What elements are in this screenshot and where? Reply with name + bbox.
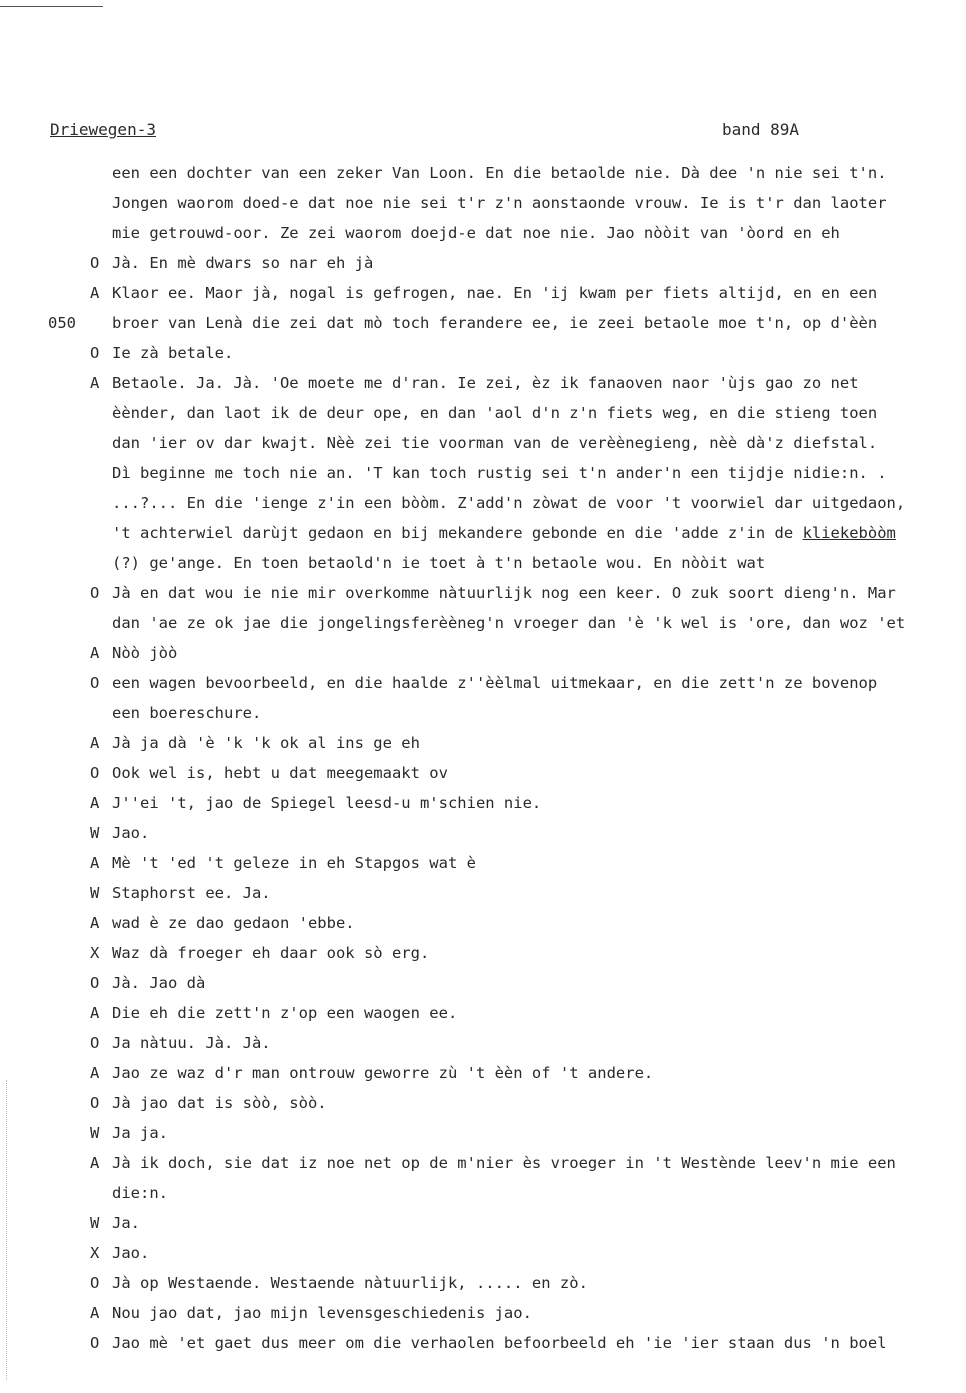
utterance-text-main: Betaole. Ja. Jà. 'Oe moete me d'ran. Ie zei, èz ik fanaoven naor 'ùjs gao zo net (112, 374, 859, 392)
transcript-line (0, 518, 966, 548)
transcript-line (0, 1298, 966, 1328)
utterance-text (112, 218, 840, 248)
transcript-line (0, 218, 966, 248)
transcript-line (0, 788, 966, 818)
utterance-text-main: dan 'ae ze ok jae die jongelingsferèèneg'n vroeger dan 'è 'k wel is 'ore, dan woz 'et (112, 614, 906, 632)
speaker-code: O (90, 1274, 100, 1292)
utterance-text-main: (?) ge'ange. En toen betaold'n ie toet à t'n betaole wou. En nòòit wat (112, 554, 766, 572)
transcript-line (0, 188, 966, 218)
utterance-text (112, 998, 457, 1028)
utterance-text-main: Jao. (112, 824, 150, 842)
utterance-text-main: Mè 't 'ed 't geleze in eh Stapgos wat è (112, 854, 476, 872)
document-id: Driewegen-3 (50, 120, 156, 139)
transcript-line (0, 428, 966, 458)
speaker-code: O (90, 584, 100, 602)
utterance-text (112, 608, 905, 638)
transcript-line (0, 728, 966, 758)
transcript-line (0, 848, 966, 878)
utterance-text (112, 1328, 887, 1358)
utterance-text (112, 398, 877, 428)
utterance-text (112, 968, 205, 998)
utterance-text-main: Jao. (112, 1244, 150, 1262)
utterance-text-main: Jà ja dà 'è 'k 'k ok al ins ge eh (112, 734, 420, 752)
speaker-code: A (90, 374, 100, 392)
utterance-text-main: Staphorst ee. Ja. (112, 884, 271, 902)
utterance-text (112, 1058, 653, 1088)
transcript-line (0, 368, 966, 398)
transcript-line (0, 1088, 966, 1118)
utterance-text-main: mie getrouwd-oor. Ze zei waorom doejd-e dat noe nie. Jao nòòit van 'òord en eh (112, 224, 840, 242)
transcript-line (0, 1328, 966, 1358)
transcript-line (0, 1028, 966, 1058)
utterance-text (112, 518, 896, 548)
speaker-code: A (90, 794, 100, 812)
utterance-text-main: Dì beginne me toch nie an. 'T kan toch rustig sei t'n ander'n een tijdje nidie:n. . (112, 464, 887, 482)
speaker-code: A (90, 284, 100, 302)
utterance-text (112, 638, 177, 668)
speaker-code: W (90, 1124, 100, 1142)
utterance-text (112, 878, 271, 908)
utterance-text (112, 728, 420, 758)
utterance-text-main: èènder, dan laot ik de deur ope, en dan 'aol d'n z'n fiets weg, en die stieng toen (112, 404, 878, 422)
transcript-line (0, 1148, 966, 1178)
transcript-line (0, 818, 966, 848)
utterance-text (112, 578, 896, 608)
utterance-text (112, 938, 429, 968)
utterance-text-main: een een dochter van een zeker Van Loon. En die betaolde nie. Dà dee 'n nie sei t'n. (112, 164, 887, 182)
transcript-line (0, 878, 966, 908)
speaker-code: A (90, 1154, 100, 1172)
utterance-text-main: wad è ze dao gedaon 'ebbe. (112, 914, 355, 932)
speaker-code: A (90, 734, 100, 752)
utterance-text-main: Jà. Jao dà (112, 974, 206, 992)
utterance-text (112, 488, 905, 518)
utterance-text-main: Ja nàtuu. Jà. Jà. (112, 1034, 271, 1052)
speaker-code: A (90, 854, 100, 872)
utterance-text-main: Ja. (112, 1214, 140, 1232)
transcript-line (0, 968, 966, 998)
transcript-line (0, 488, 966, 518)
transcript-line (0, 158, 966, 188)
speaker-code: O (90, 674, 100, 692)
utterance-text (112, 1208, 140, 1238)
margin-marks (6, 1080, 9, 1380)
speaker-code: W (90, 824, 100, 842)
transcript-line (0, 398, 966, 428)
transcript-line (0, 1238, 966, 1268)
utterance-text (112, 818, 149, 848)
speaker-code: X (90, 1244, 100, 1262)
speaker-code: A (90, 914, 100, 932)
utterance-text (112, 368, 859, 398)
utterance-text (112, 698, 261, 728)
transcript-line (0, 1178, 966, 1208)
underlined-word: kliekebòòm (802, 524, 896, 542)
utterance-text (112, 1088, 327, 1118)
top-rule (0, 6, 103, 7)
utterance-text-main: Ie zà betale. (112, 344, 234, 362)
utterance-text-main: een wagen bevoorbeeld, en die haalde z''èèlmal uitmekaar, en die zett'n ze bovenop (112, 674, 878, 692)
transcript-line (0, 698, 966, 728)
transcript-line (0, 938, 966, 968)
speaker-code: A (90, 1304, 100, 1322)
utterance-text-main: Jao mè 'et gaet dus meer om die verhaolen befoorbeeld eh 'ie 'ier staan dus 'n boel (112, 1334, 887, 1352)
transcript (0, 158, 966, 1358)
speaker-code: A (90, 1064, 100, 1082)
utterance-text (112, 908, 355, 938)
utterance-text-main: Jao ze waz d'r man ontrouw geworre zù 't èèn of 't andere. (112, 1064, 654, 1082)
transcript-line (0, 248, 966, 278)
utterance-text-main: Jà. En mè dwars so nar eh jà (112, 254, 374, 272)
transcript-line (0, 308, 966, 338)
utterance-text-main: Ja ja. (112, 1124, 168, 1142)
utterance-text-main: Jà op Westaende. Westaende nàtuurlijk, ..... en zò. (112, 1274, 588, 1292)
transcript-line (0, 998, 966, 1028)
transcript-line (0, 608, 966, 638)
speaker-code: O (90, 974, 100, 992)
speaker-code: W (90, 884, 100, 902)
utterance-text (112, 1148, 896, 1178)
utterance-text (112, 308, 877, 338)
utterance-text (112, 548, 765, 578)
transcript-line (0, 338, 966, 368)
utterance-text-main: die:n. (112, 1184, 168, 1202)
utterance-text-main: een boereschure. (112, 704, 262, 722)
transcript-line (0, 1268, 966, 1298)
utterance-text (112, 338, 233, 368)
utterance-text-main: Nòò jòò (112, 644, 178, 662)
utterance-text (112, 1298, 532, 1328)
utterance-text (112, 668, 877, 698)
transcript-line (0, 758, 966, 788)
speaker-code: O (90, 764, 100, 782)
utterance-text-main: Jà jao dat is sòò, sòò. (112, 1094, 327, 1112)
utterance-text-main: Jongen waorom doed-e dat noe nie sei t'r z'n aonstaonde vrouw. Ie is t'r dan laoter (112, 194, 887, 212)
utterance-text (112, 1118, 168, 1148)
speaker-code: O (90, 1094, 100, 1112)
speaker-code: O (90, 1334, 100, 1352)
utterance-text-main: Klaor ee. Maor jà, nogal is gefrogen, nae. En 'ij kwam per fiets altijd, en en een (112, 284, 878, 302)
utterance-text (112, 848, 476, 878)
utterance-text (112, 1178, 168, 1208)
utterance-text-main: Die eh die zett'n z'op een waogen ee. (112, 1004, 458, 1022)
utterance-text (112, 158, 887, 188)
band-label: band 89A (722, 120, 800, 139)
speaker-code: A (90, 644, 100, 662)
speaker-code: W (90, 1214, 100, 1232)
utterance-text-main: broer van Lenà die zei dat mò toch ferandere ee, ie zeei betaole moe t'n, op d'èèn (112, 314, 878, 332)
utterance-text (112, 1238, 149, 1268)
transcript-line (0, 548, 966, 578)
utterance-text-main: J''ei 't, jao de Spiegel leesd-u m'schien nie. (112, 794, 542, 812)
speaker-code: O (90, 254, 100, 272)
utterance-text (112, 248, 373, 278)
utterance-text-main: 't achterwiel darùjt gedaon en bij mekandere gebonde en die 'adde z'in de (112, 524, 803, 542)
speaker-code: X (90, 944, 100, 962)
page-header (50, 120, 816, 144)
transcript-line (0, 1058, 966, 1088)
utterance-text-main: Ook wel is, hebt u dat meegemaakt ov (112, 764, 448, 782)
utterance-text (112, 428, 877, 458)
utterance-text (112, 188, 887, 218)
utterance-text-main: Jà ik doch, sie dat iz noe net op de m'nier ès vroeger in 't Westènde leev'n mie een (112, 1154, 896, 1172)
utterance-text (112, 278, 877, 308)
transcript-line (0, 668, 966, 698)
utterance-text (112, 758, 448, 788)
transcript-line (0, 1208, 966, 1238)
utterance-text-main: Waz dà froeger eh daar ook sò erg. (112, 944, 430, 962)
transcript-line (0, 278, 966, 308)
utterance-text-main: Nou jao dat, jao mijn levensgeschiedenis jao. (112, 1304, 532, 1322)
transcript-line (0, 458, 966, 488)
utterance-text (112, 458, 887, 488)
utterance-text-main: ...?... En die 'ienge z'in een bòòm. Z'add'n zòwat de voor 't voorwiel dar uitgedaon, (112, 494, 906, 512)
utterance-text-main: Jà en dat wou ie nie mir overkomme nàtuurlijk nog een keer. O zuk soort dieng'n. Mar (112, 584, 896, 602)
speaker-code: O (90, 1034, 100, 1052)
utterance-text (112, 788, 541, 818)
transcript-line (0, 1118, 966, 1148)
utterance-text-main: dan 'ier ov dar kwajt. Nèè zei tie voorman van de verèènegieng, nèè dà'z diefstal. (112, 434, 878, 452)
speaker-code: O (90, 344, 100, 362)
speaker-code: A (90, 1004, 100, 1022)
line-number: 050 (48, 314, 76, 332)
transcript-line (0, 908, 966, 938)
transcript-line (0, 578, 966, 608)
transcript-line (0, 638, 966, 668)
utterance-text (112, 1268, 588, 1298)
utterance-text (112, 1028, 271, 1058)
